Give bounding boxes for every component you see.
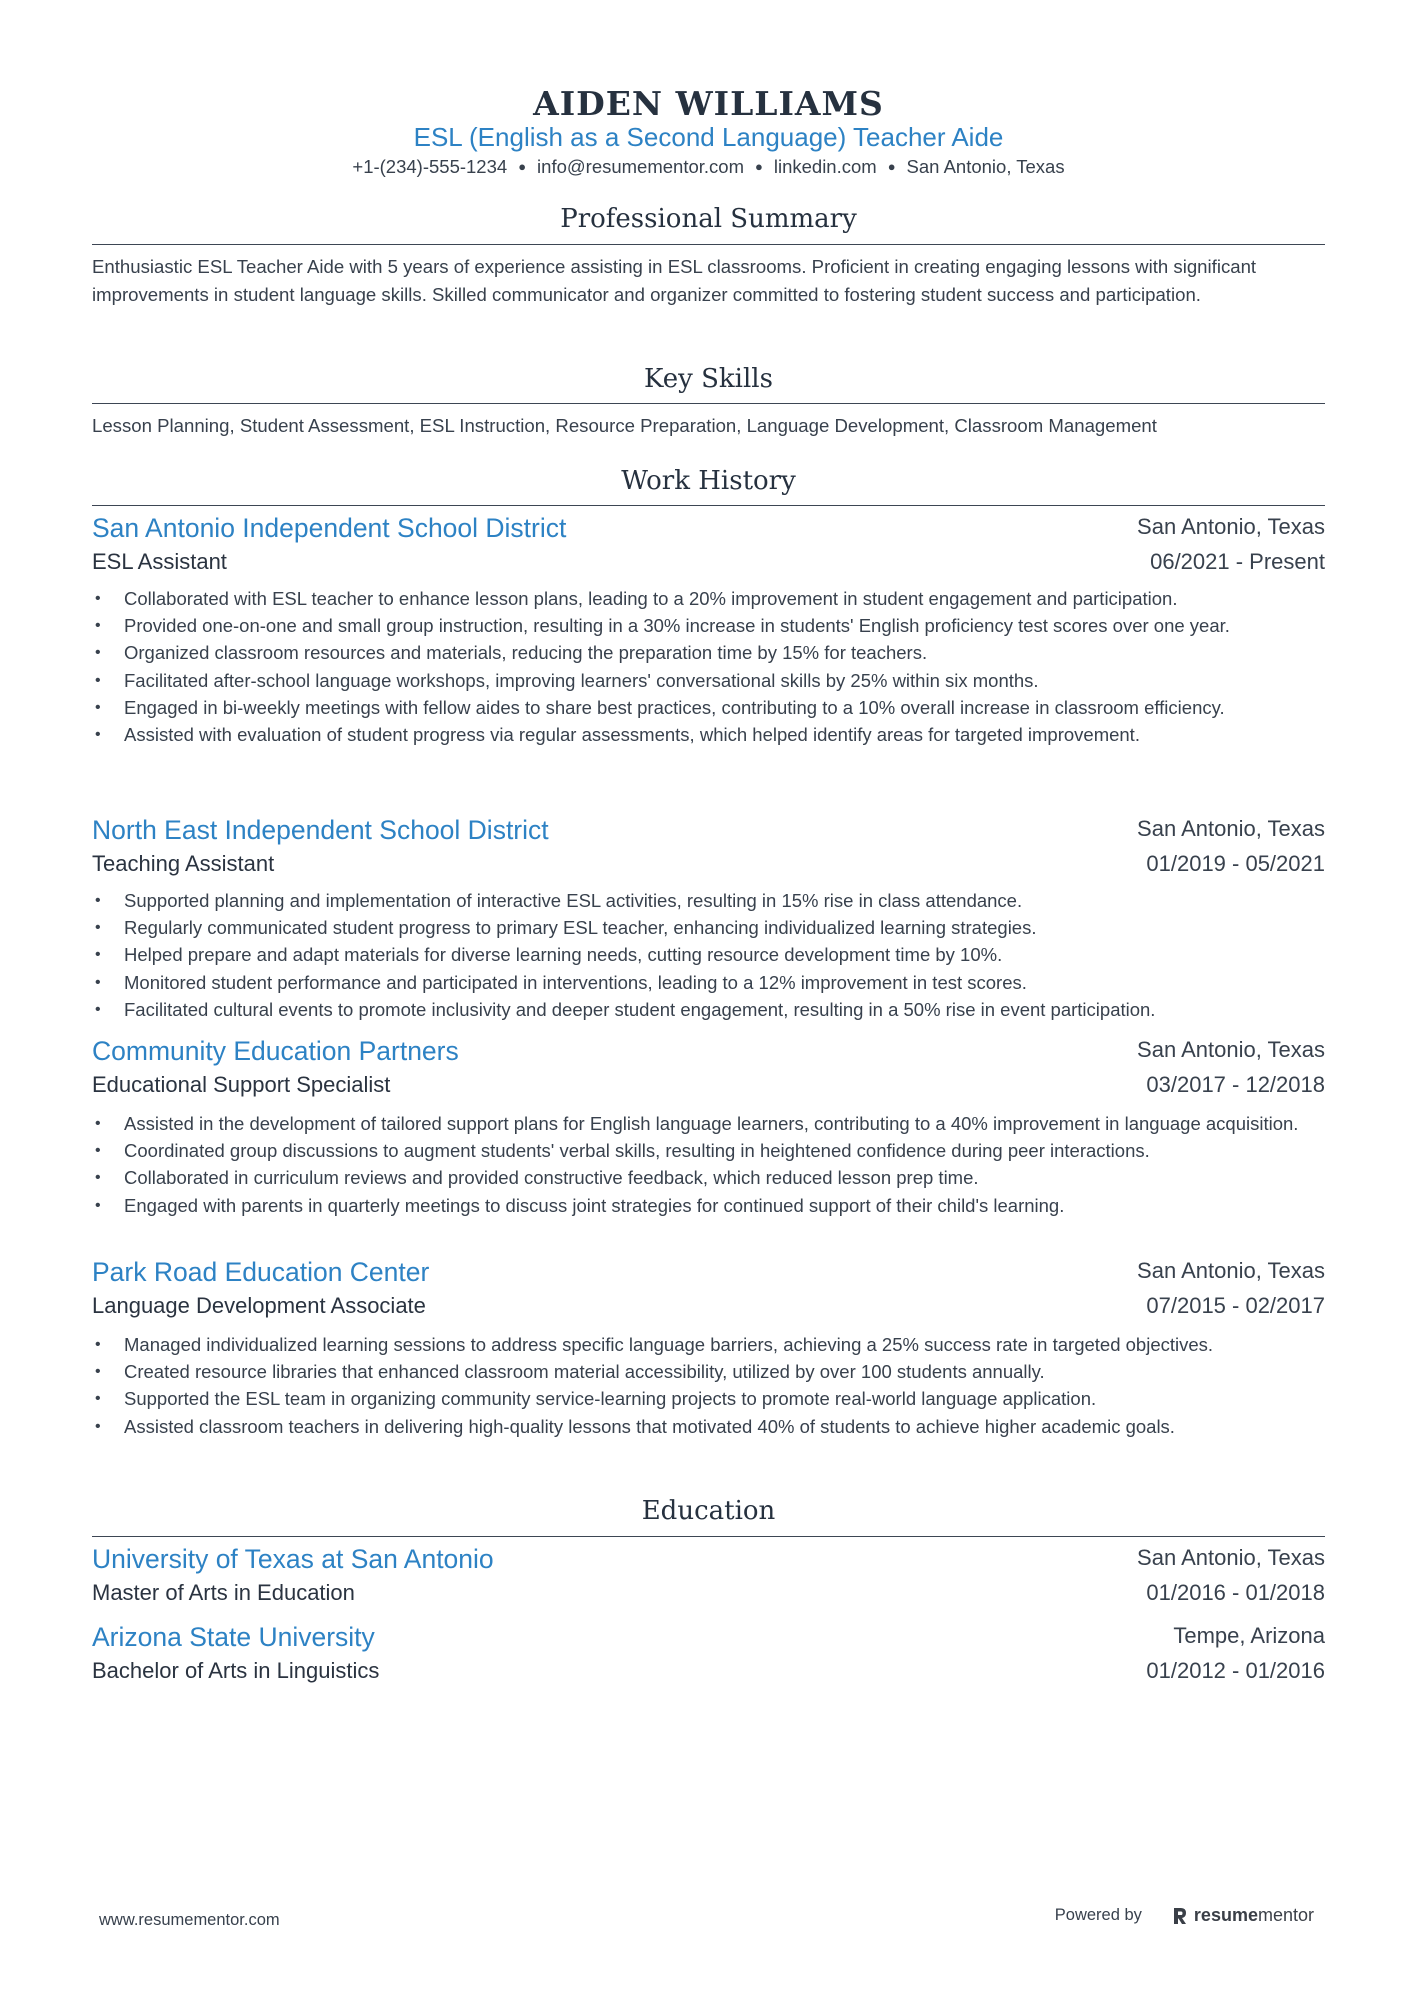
job-role: ESL Assistant [92, 549, 227, 574]
job-dates: 07/2015 - 02/2017 [1146, 1293, 1325, 1318]
job-bullets [92, 1110, 1332, 1219]
skills-text: Lesson Planning, Student Assessment, ESL Instruction, Resource Preparation, Language Development, Classroom Management [92, 415, 1157, 436]
list-item: • Helped prepare and adapt materials for diverse learning needs, cutting resource development time by 10%. [92, 941, 1332, 968]
list-item: • Coordinated group discussions to augment students' verbal skills, resulting in heightened confidence during peer interactions. [92, 1137, 1332, 1164]
degree: Bachelor of Arts in Linguistics [92, 1658, 380, 1683]
section-divider [92, 244, 1325, 245]
list-item: • Assisted with evaluation of student progress via regular assessments, which helped identify areas for targeted improvement. [92, 721, 1332, 748]
separator-dot: ● [755, 159, 763, 174]
footer-branding [1055, 1905, 1314, 1926]
job-org: North East Independent School District [92, 815, 549, 845]
brand-logo-icon [1172, 1906, 1188, 1926]
contact-line [92, 156, 1325, 178]
separator-dot: ● [518, 159, 527, 174]
job-title: ESL (English as a Second Language) Teacher Aide [413, 122, 1004, 152]
list-item: • Collaborated with ESL teacher to enhance lesson plans, leading to a 20% improvement in student engagement and participation. [92, 585, 1332, 612]
list-item: • Regularly communicated student progress to primary ESL teacher, enhancing individualized learning strategies. [92, 914, 1332, 941]
list-item: • Managed individualized learning sessions to address specific language barriers, achieving a 25% success rate in targeted objectives. [92, 1331, 1332, 1358]
list-item: • Provided one-on-one and small group instruction, resulting in a 30% increase in students' English proficiency test scores over one year. [92, 612, 1332, 639]
summary-heading: Professional Summary [560, 204, 857, 234]
job-org: Park Road Education Center [92, 1257, 430, 1287]
school-location: Tempe, Arizona [1173, 1623, 1325, 1648]
job-bullets [92, 887, 1332, 1023]
work-heading: Work History [621, 466, 796, 496]
skills-heading: Key Skills [644, 364, 773, 394]
list-item: • Facilitated cultural events to promote inclusivity and deeper student engagement, resulting in a 50% rise in event participation. [92, 996, 1332, 1023]
section-divider [92, 505, 1325, 506]
list-item: • Assisted classroom teachers in delivering high-quality lessons that motivated 40% of students to achieve higher academic goals. [92, 1413, 1332, 1440]
job-org: San Antonio Independent School District [92, 513, 567, 543]
list-item: • Supported the ESL team in organizing community service-learning projects to promote real-world language application. [92, 1385, 1332, 1412]
list-item: • Assisted in the development of tailored support plans for English language learners, contributing to a 40% improvement in language acquisition. [92, 1110, 1332, 1137]
section-divider [92, 1536, 1325, 1537]
footer-website[interactable]: www.resumementor.com [99, 1911, 280, 1929]
list-item: • Monitored student performance and participated in interventions, leading to a 12% improvement in test scores. [92, 969, 1332, 996]
list-item: • Facilitated after-school language workshops, improving learners' conversational skills by 25% within six months. [92, 667, 1332, 694]
summary-text: Enthusiastic ESL Teacher Aide with 5 years of experience assisting in ESL classrooms. Proficient in creating engaging lessons with significant improvements in student language skills. Skilled communicator and organizer committed to fostering student success and participation. [92, 256, 1257, 305]
list-item: • Organized classroom resources and materials, reducing the preparation time by 15% for teachers. [92, 639, 1332, 666]
job-role: Educational Support Specialist [92, 1072, 391, 1097]
education-dates: 01/2016 - 01/2018 [1146, 1580, 1325, 1605]
education-heading: Education [641, 1496, 776, 1526]
job-bullets [92, 1331, 1332, 1440]
list-item: • Supported planning and implementation of interactive ESL activities, resulting in 15% rise in class attendance. [92, 887, 1332, 914]
contact-phone: +1-(234)-555-1234 [352, 156, 508, 177]
contact-linkedin[interactable]: linkedin.com [773, 156, 877, 177]
school-location: San Antonio, Texas [1137, 1545, 1325, 1570]
brand-text-bold: resume [1193, 1905, 1258, 1925]
section-divider [92, 403, 1325, 404]
job-org: Community Education Partners [92, 1036, 459, 1066]
contact-email[interactable]: info@resumementor.com [537, 156, 744, 177]
powered-by-label: Powered by [1054, 1906, 1142, 1924]
contact-location: San Antonio, Texas [906, 156, 1065, 177]
job-role: Language Development Associate [92, 1293, 426, 1318]
job-dates: 01/2019 - 05/2021 [1146, 851, 1325, 876]
job-location: San Antonio, Texas [1137, 1037, 1325, 1062]
job-bullets [92, 585, 1332, 748]
school-name: University of Texas at San Antonio [92, 1544, 494, 1574]
resumementor-logo[interactable] [1172, 1905, 1314, 1926]
job-location: San Antonio, Texas [1137, 514, 1325, 539]
list-item: • Engaged in bi-weekly meetings with fellow aides to share best practices, contributing to a 10% overall increase in classroom efficiency. [92, 694, 1332, 721]
candidate-name: AIDEN WILLIAMS [533, 84, 884, 123]
separator-dot: ● [887, 159, 896, 174]
job-location: San Antonio, Texas [1137, 1258, 1325, 1283]
job-dates: 03/2017 - 12/2018 [1146, 1072, 1325, 1097]
list-item: • Collaborated in curriculum reviews and provided constructive feedback, which reduced lesson prep time. [92, 1164, 1332, 1191]
education-dates: 01/2012 - 01/2016 [1146, 1658, 1325, 1683]
brand-text-light: mentor [1257, 1905, 1314, 1925]
list-item: • Created resource libraries that enhanced classroom material accessibility, utilized by over 100 students annually. [92, 1358, 1332, 1385]
degree: Master of Arts in Education [92, 1580, 355, 1605]
job-location: San Antonio, Texas [1137, 816, 1325, 841]
job-role: Teaching Assistant [92, 851, 275, 876]
job-dates: 06/2021 - Present [1150, 549, 1325, 574]
school-name: Arizona State University [92, 1622, 375, 1652]
list-item: • Engaged with parents in quarterly meetings to discuss joint strategies for continued support of their child's learning. [92, 1192, 1332, 1219]
